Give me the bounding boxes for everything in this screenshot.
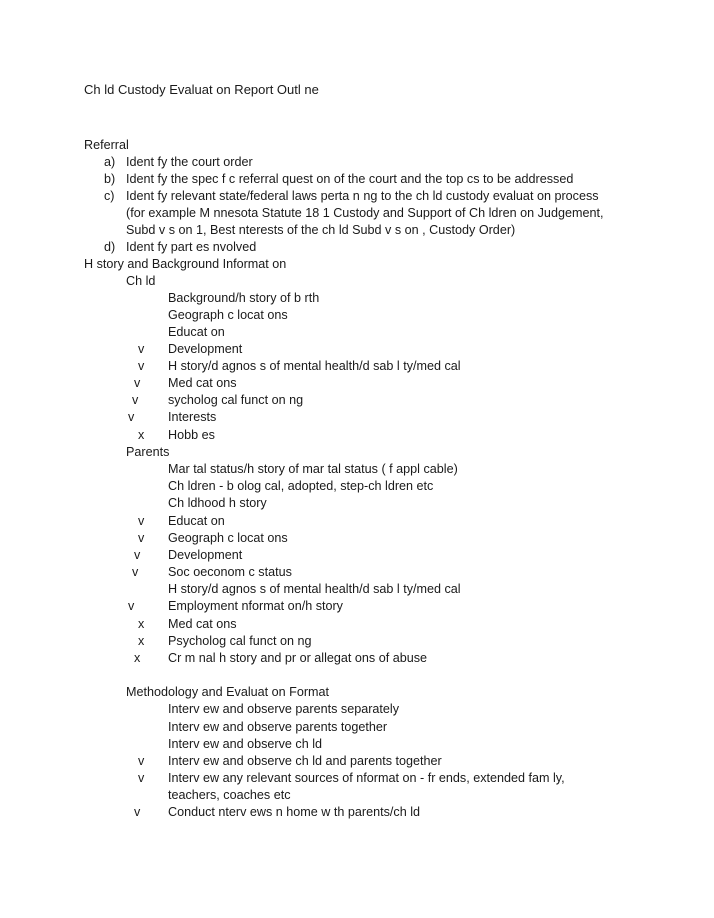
referral-item-c-line-3: Subd v s on 1, Best nterests of the ch ld Subd v s on , Custody Order) [126, 223, 516, 237]
methodology-marker-5: v [138, 771, 145, 785]
referral-marker-d: d) [104, 240, 116, 254]
child-marker-4: v [138, 342, 145, 356]
document-title: Ch ld Custody Evaluat on Report Outl ne [84, 82, 319, 97]
referral-item-b: Ident fy the spec f c referral quest on of the court and the top cs to be addressed [126, 172, 574, 186]
methodology-heading: Methodology and Evaluat on Format [126, 685, 330, 699]
methodology-item-6: Conduct nterv ews n home w th parents/ch ld [168, 805, 421, 819]
parents-item-5: Geograph c locat ons [168, 531, 288, 545]
methodology-marker-4: v [138, 754, 145, 768]
methodology-item-5-line-1: Interv ew any relevant sources of nformat on - fr ends, extended fam ly, [168, 771, 565, 785]
child-item-5: H story/d agnos s of mental health/d sab l ty/med cal [168, 359, 461, 373]
parents-marker-7: v [132, 565, 139, 579]
history-heading: H story and Background Informat on [84, 257, 287, 271]
parents-item-2: Ch ldren - b olog cal, adopted, step-ch ldren etc [168, 479, 434, 493]
child-item-8: Interests [168, 410, 217, 424]
child-item-4: Development [168, 342, 243, 356]
child-marker-8: v [128, 410, 135, 424]
child-heading: Ch ld [126, 274, 156, 288]
parents-marker-5: v [138, 531, 145, 545]
parents-marker-4: v [138, 514, 145, 528]
referral-item-c-line-1: Ident fy relevant state/federal laws perta n ng to the ch ld custody evaluat on process [126, 189, 599, 203]
child-marker-9: x [138, 428, 145, 442]
referral-item-d: Ident fy part es nvolved [126, 240, 257, 254]
parents-item-8: H story/d agnos s of mental health/d sab l ty/med cal [168, 582, 461, 596]
parents-item-1: Mar tal status/h story of mar tal status ( f appl cable) [168, 462, 458, 476]
parents-item-10: Med cat ons [168, 617, 237, 631]
child-item-9: Hobb es [168, 428, 215, 442]
child-marker-5: v [138, 359, 145, 373]
child-marker-6: v [134, 376, 141, 390]
parents-item-3: Ch ldhood h story [168, 496, 267, 510]
parents-heading: Parents [126, 445, 170, 459]
parents-marker-9: v [128, 599, 135, 613]
child-marker-7: v [132, 393, 139, 407]
referral-marker-a: a) [104, 155, 116, 169]
methodology-marker-6: v [134, 805, 141, 819]
referral-item-c-line-2: (for example M nnesota Statute 18 1 Custody and Support of Ch ldren on Judgement, [126, 206, 604, 220]
child-item-3: Educat on [168, 325, 225, 339]
parents-item-11: Psycholog cal funct on ng [168, 634, 312, 648]
child-item-7: sycholog cal funct on ng [168, 393, 304, 407]
child-item-2: Geograph c locat ons [168, 308, 288, 322]
referral-item-a: Ident fy the court order [126, 155, 253, 169]
methodology-item-2: Interv ew and observe parents together [168, 720, 388, 734]
parents-item-9: Employment nformat on/h story [168, 599, 343, 613]
parents-item-6: Development [168, 548, 243, 562]
parents-item-4: Educat on [168, 514, 225, 528]
parents-item-12: Cr m nal h story and pr or allegat ons of abuse [168, 651, 428, 665]
parents-item-7: Soc oeconom c status [168, 565, 292, 579]
methodology-item-4: Interv ew and observe ch ld and parents together [168, 754, 442, 768]
parents-marker-6: v [134, 548, 141, 562]
parents-marker-11: x [138, 634, 145, 648]
referral-heading: Referral [84, 138, 129, 152]
child-item-6: Med cat ons [168, 376, 237, 390]
methodology-item-1: Interv ew and observe parents separately [168, 702, 400, 716]
referral-marker-c: c) [104, 189, 115, 203]
referral-marker-b: b) [104, 172, 116, 186]
parents-marker-12: x [134, 651, 141, 665]
parents-marker-10: x [138, 617, 145, 631]
child-item-1: Background/h story of b rth [168, 291, 320, 305]
methodology-item-3: Interv ew and observe ch ld [168, 737, 323, 751]
methodology-item-5-line-2: teachers, coaches etc [168, 788, 291, 802]
